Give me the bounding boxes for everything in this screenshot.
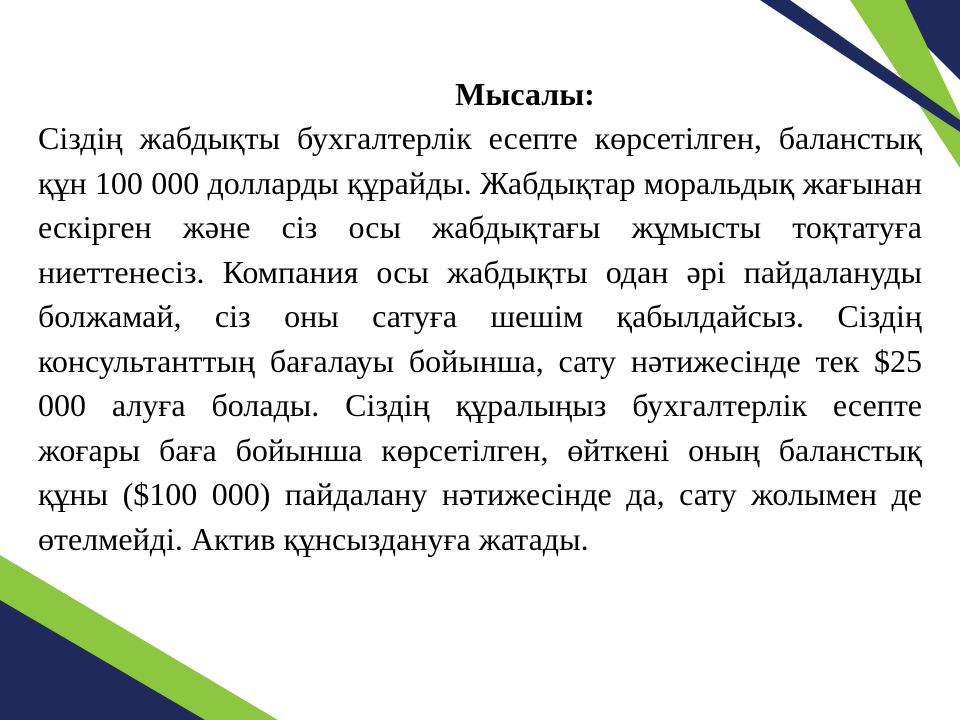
slide-title: Мысалы: xyxy=(455,76,595,112)
slide-content xyxy=(38,72,922,561)
slide-body-text: Сіздің жабдықты бухгалтерлік есепте көрсетілген, баланстық құн 100 000 долларды құрайды. Жабдықтар моральдық жағынан ескірген және сіз осы жабдықтағы жұмысты тоқтатуға ниеттенесіз. Компания осы жабдықты одан әрі пайдалануды болжамай, сіз оны сатуға шешім қабылдайсыз. Сіздің консультанттың бағалауы бойынша, сату нәтижесінде тек $25 000 алуға болады. Сіздің құралыңыз бухгалтерлік есепте жоғары баға бойынша көрсетілген, өйткені оның баланстық құны ($100 000) пайдалану нәтижесінде да, сату жолымен де өтелмейді. Актив құнсыздануға жатады. xyxy=(38,120,922,557)
